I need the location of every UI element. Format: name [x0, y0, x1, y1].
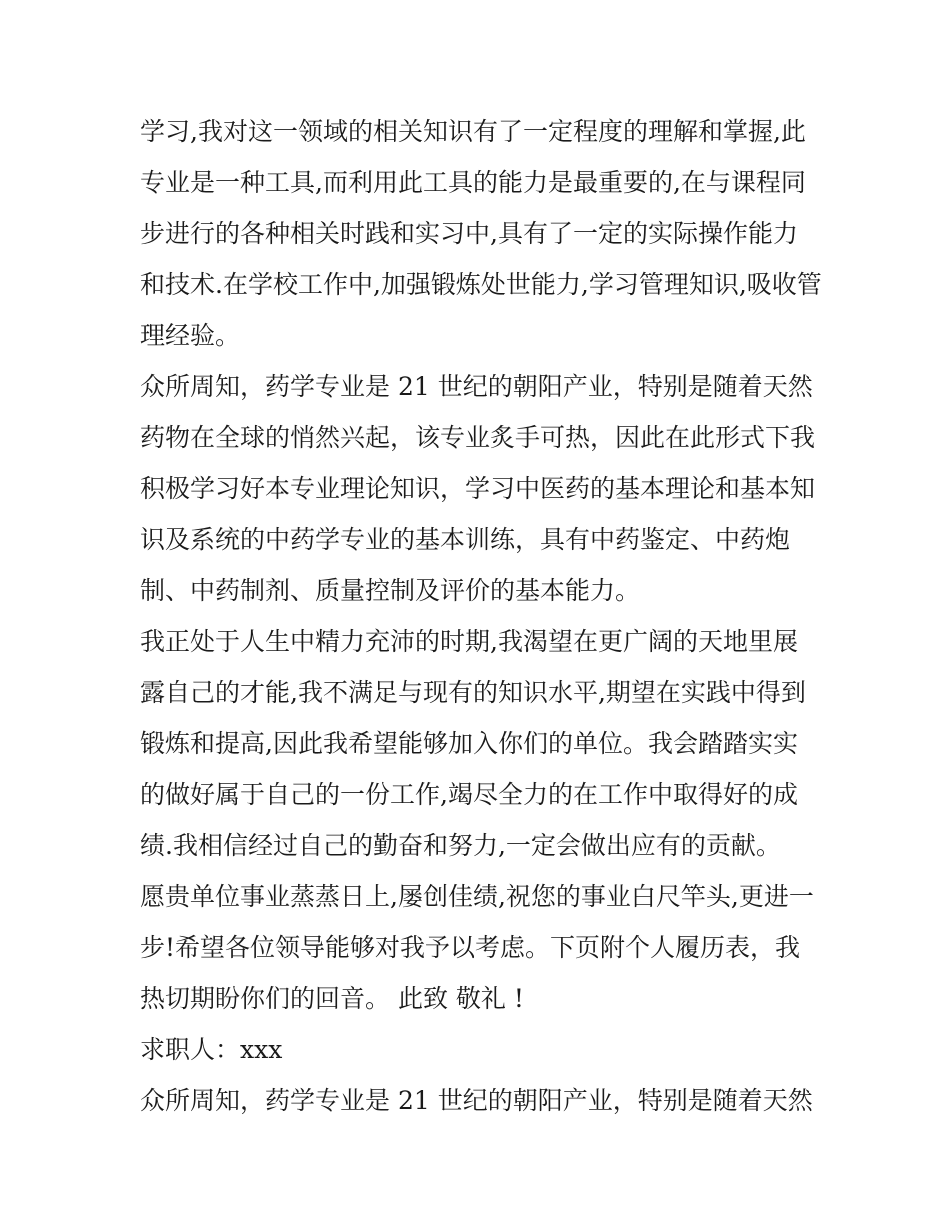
text-line: 众所周知，药学专业是 21 世纪的朝阳产业，特别是随着天然	[140, 1086, 813, 1115]
text-line: 众所周知，药学专业是 21 世纪的朝阳产业，特别是随着天然	[140, 372, 813, 401]
text-line: 识及系统的中药学专业的基本训练，具有中药鉴定、中药炮	[140, 525, 791, 554]
signature-line: 求职人：xxx	[140, 1035, 283, 1064]
text-line: 露自己的才能,我不满足与现有的知识水平,期望在实践中得到	[140, 678, 806, 707]
text-line: 专业是一种工具,而利用此工具的能力是最重要的,在与课程同	[140, 168, 806, 197]
text-line: 的做好属于自己的一份工作,竭尽全力的在工作中取得好的成	[140, 780, 798, 809]
document-body	[140, 106, 830, 1126]
text-line: 制、中药制剂、质量控制及评价的基本能力。	[140, 576, 641, 605]
text-line: 我正处于人生中精力充沛的时期,我渴望在更广阔的天地里展	[140, 627, 798, 656]
text-line: 学习,我对这一领域的相关知识有了一定程度的理解和掌握,此	[140, 117, 806, 146]
text-line: 步!希望各位领导能够对我予以考虑。下页附个人履历表，我	[140, 933, 801, 962]
text-line: 愿贵单位事业蒸蒸日上,屡创佳绩,祝您的事业白尺竿头,更进一	[140, 882, 814, 911]
text-line: 药物在全球的悄然兴起，该专业炙手可热，因此在此形式下我	[140, 423, 816, 452]
text-line: 热切期盼你们的回音。 此致 敬礼 !	[140, 984, 524, 1013]
text-line: 和技术.在学校工作中,加强锻炼处世能力,学习管理知识,吸收管	[140, 270, 822, 299]
text-line: 锻炼和提高,因此我希望能够加入你们的单位。我会踏踏实实	[140, 729, 798, 758]
text-line: 理经验。	[140, 321, 241, 350]
text-line: 绩.我相信经过自己的勤奋和努力,一定会做出应有的贡献。	[140, 831, 781, 860]
text-line: 步进行的各种相关时践和实习中,具有了一定的实际操作能力	[140, 219, 798, 248]
text-line: 积极学习好本专业理论知识，学习中医药的基本理论和基本知	[140, 474, 816, 503]
